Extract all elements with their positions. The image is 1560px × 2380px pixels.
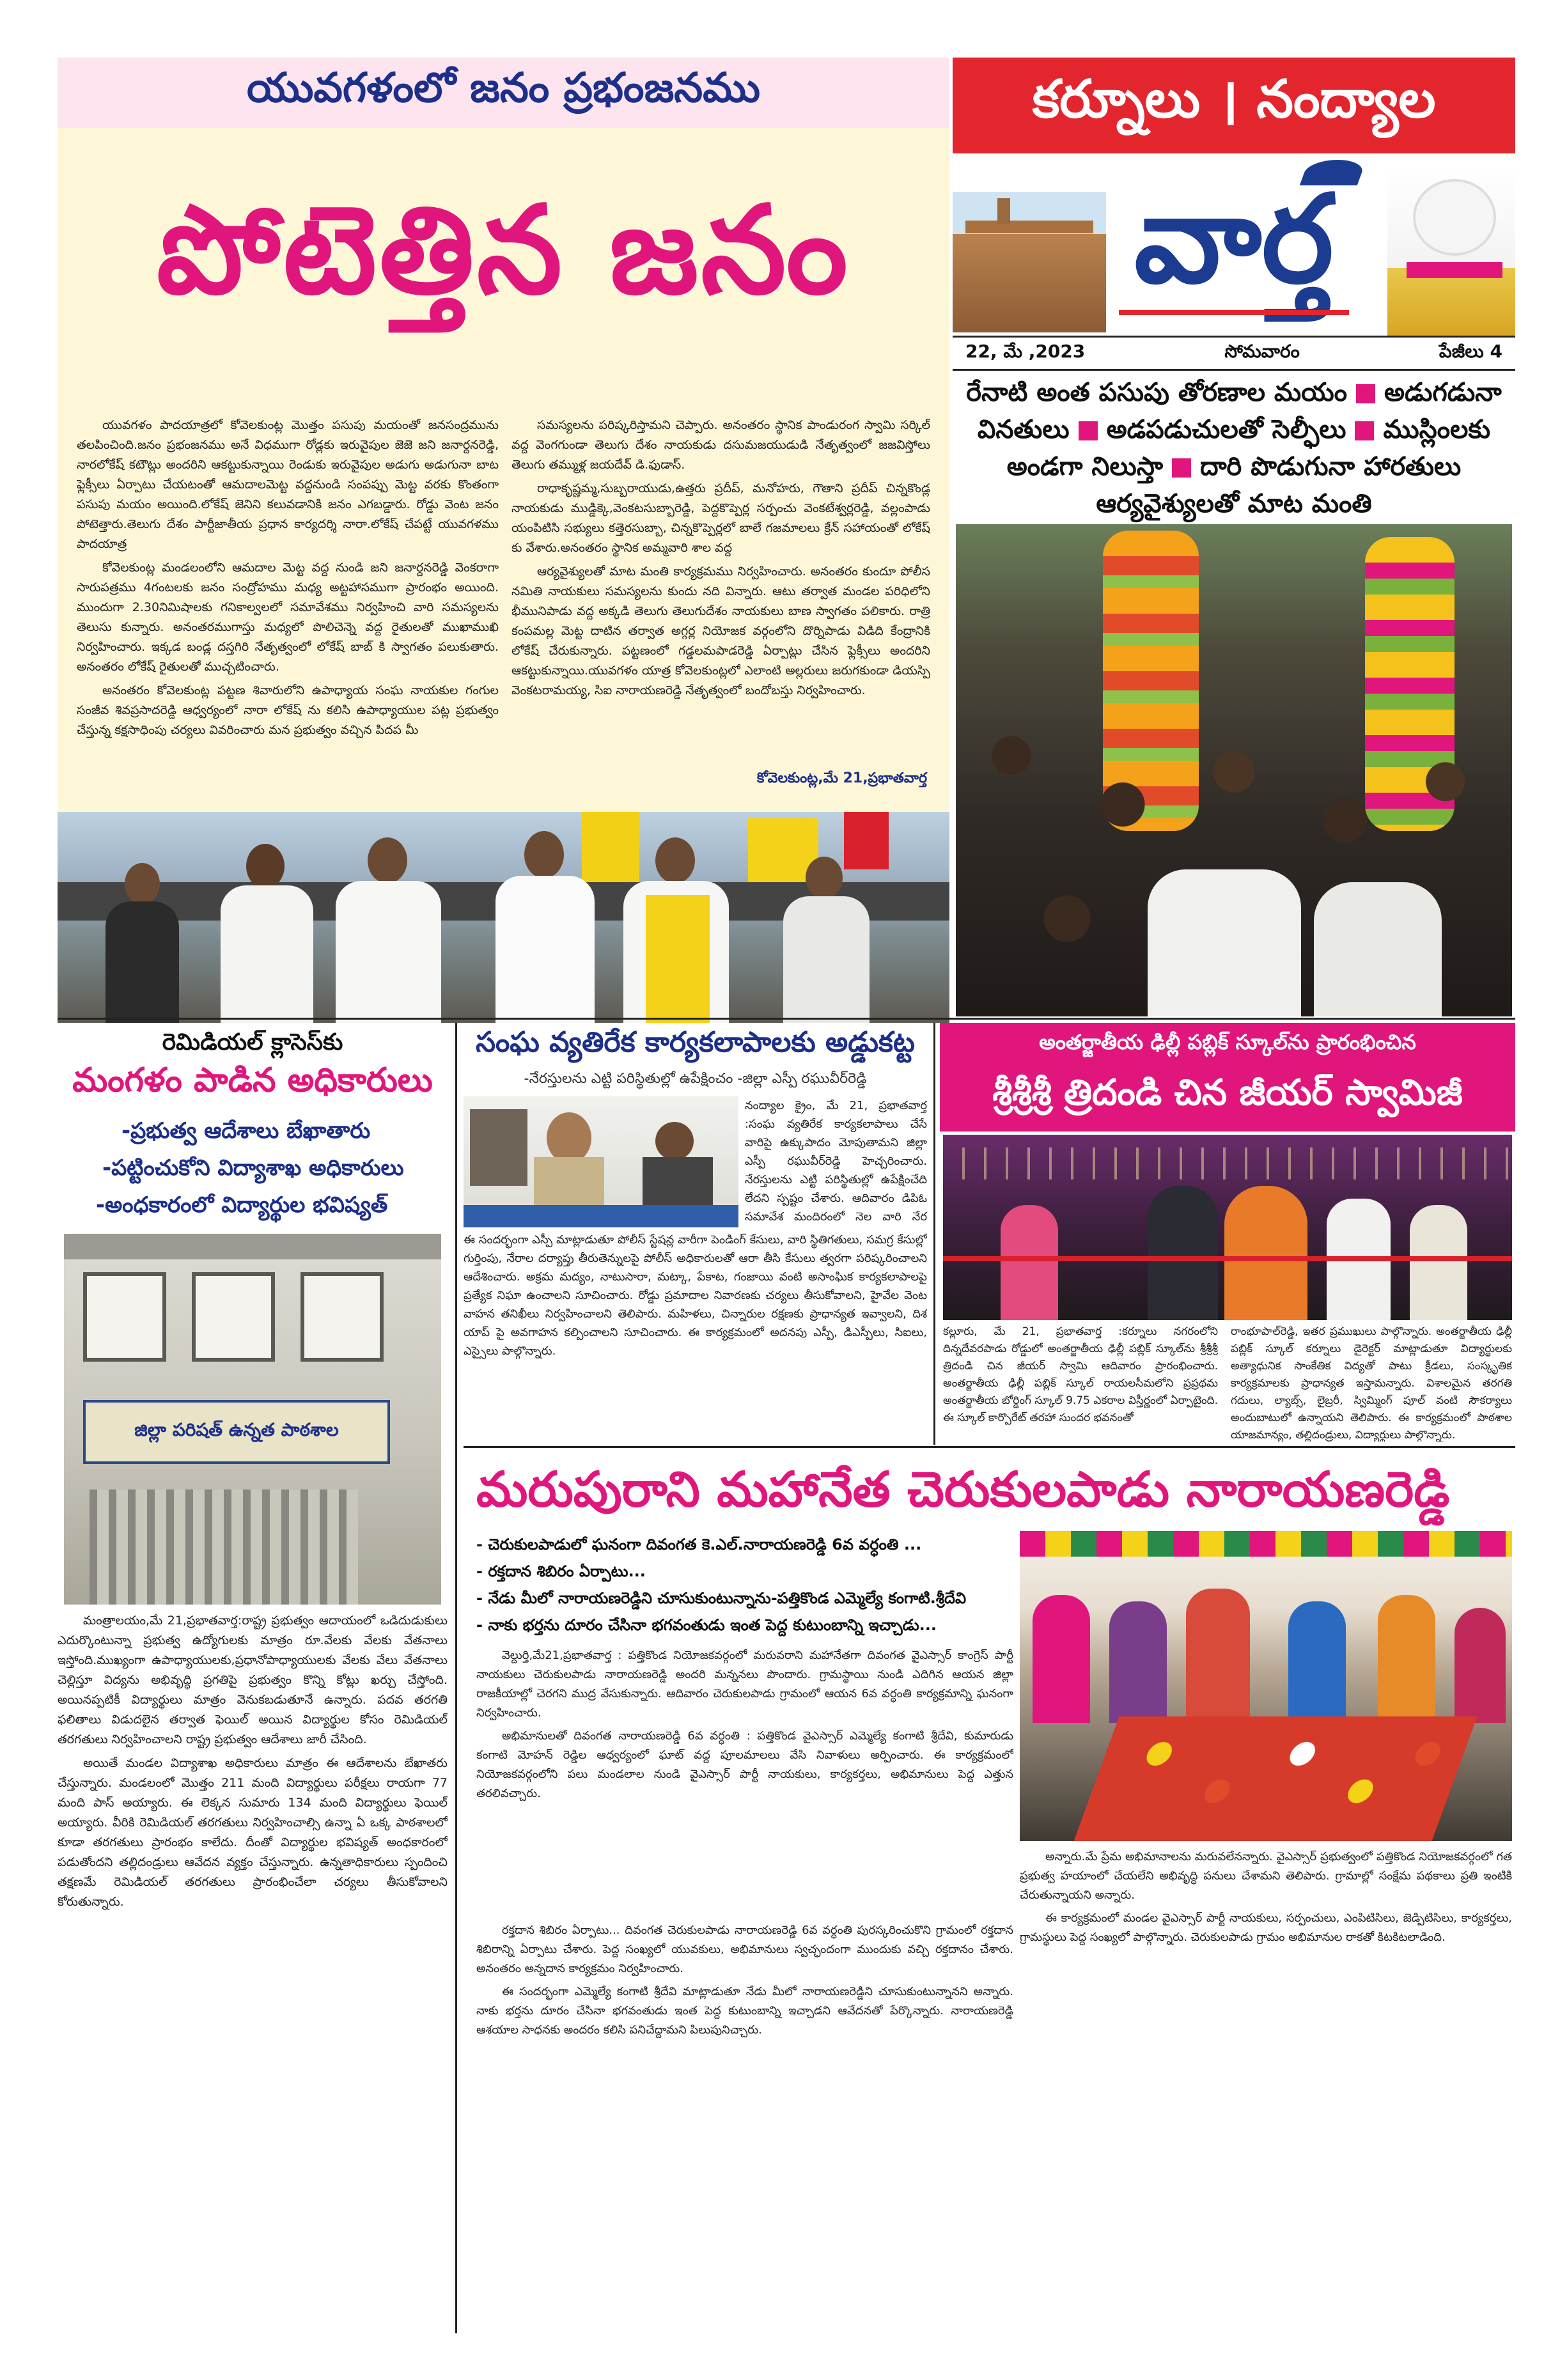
lead-headline: పోటెత్తిన జనం (157, 180, 850, 321)
red-ribbon (943, 1256, 1512, 1261)
police-para: నంద్యాల క్రైం, మే 21, ప్రభాతవార్త :సంఘ వ్యతిరేక కార్యకలాపాలు చేసే వారిపై ఉక్కుపాదం మోపుతామని జిల్లా ఎస్పీ రఘువీర్‌రెడ్డి హెచ్చరించారు. నేరస్తులను ఎట్టి పరిస్థితుల్లో ఉపేక్షించేది లేదని స్పష్టం చేశారు. ఆదివారం డిపిఓ సమావేశ మందిరంలో నెల వారి నేర (745, 1099, 927, 1224)
memorial-para: వెల్దుర్తి,మే21,ప్రభాతవార్త : పత్తికొండ నియోజకవర్గంలో మరువరాని మహానేతగా దివంగత వైఎస్సార్ కాంగ్రెస్ పార్టీ నాయకులు చెరుకులపాడు నారాయణరెడ్డి అందరి మన్ననలు పొందారు. గ్రామస్థాయి నుండి ఎదిగిన ఆయన జిల్లా రాజకీయాల్లో చెరగని ముద్ర వేసుకున్నారు. ఆదివారం చెరుకులపాడు గ్రామంలో ఆయన 6వ వర్ధంతి కార్యక్రమాన్ని ఘనంగా నిర్వహించారు. (476, 1649, 1013, 1720)
remedial-bullet: -ప్రభుత్వ ఆదేశాలు బేఖాతారు (121, 1118, 371, 1144)
lead-col2-para: సమస్యలను పరిష్కరిస్తామని చెప్పారు. అనంతరం స్థానిక పాండురంగ స్వామి సర్కిల్ వద్ద వెంగగుండా తెలుగు దేశం నాయకుడు దసుమజయుడుడి నేతృత్వంలో జజవిస్తోలు తెలుగు తమ్ముళ్ల జయదేవ్ డి.ఫుడాస్. (511, 418, 930, 472)
memorial-bullet: - చెరుకులపాడులో ఘనంగా దివంగత కె.ఎల్.నారాయణరెడ్డి 6వ వర్ధంతి ... (476, 1536, 922, 1553)
police-meeting-photo (464, 1096, 738, 1227)
memorial-para: రక్తదాన శిబిరం ఏర్పాటు... దివంగత చెరుకులపాడు నారాయణరెడ్డి 6వ వర్ధంతి పురస్కరించుకొని గ్రామంలో రక్తదాన శిబిరాన్ని ఏర్పాటు చేశారు. పెద్ద సంఖ్యలో యువకులు, అభిమానులు స్వచ్ఛందంగా ముందుకు వచ్చి రక్తదానం చేశారు. అనంతరం అన్నదాన కార్యక్రమం నిర్వహించారు. (476, 1924, 1013, 1975)
column-divider (933, 1023, 935, 1445)
remedial-bullet: -అంధకారంలో విద్యార్థుల భవిష్యత్ (96, 1192, 388, 1218)
person (780, 857, 870, 1023)
police-story (464, 1026, 927, 1442)
section-divider (58, 1018, 1515, 1020)
memorial-body-full (476, 1646, 1013, 1918)
memorial-para: ఈ సందర్భంగా ఎమ్మెల్యే కంగాటి శ్రీదేవి మాట్లాడుతూ నేడు మీలో నారాయణరెడ్డిని చూసుకుంటున్నానని అన్నారు. నాకు భర్తను దూరం చేసినా భగవంతుడు ఇంత పెద్ద కుటుంబాన్ని ఇచ్చాడని ఆవేదనతో పేర్కొన్నారు. నారాయణరెడ్డి ఆశయాల సాధనకు అందరం కలిసి పనిచేద్దామని పిలుపునిచ్చారు. (476, 1985, 1013, 2037)
memorial-body-left (476, 1921, 1013, 2330)
lead-headline-band (58, 128, 949, 403)
school-headline: శ్రీశ్రీశ్రీ త్రిదండి చిన జీయర్ స్వామిజీ (940, 1061, 1515, 1132)
issue-page: పేజీలు 4 (1439, 340, 1502, 362)
issue-day: సోమవారం (1224, 340, 1300, 362)
remedial-bullets (96, 1112, 448, 1234)
memorial-para: ఈ కార్యక్రమంలో మండల వైఎస్సార్ పార్టీ నాయకులు, సర్పంచులు, ఎంపిటిసిలు, జెడ్పిటిసిలు, కార్యకర్తలు, గ్రామస్థులు పెద్ద సంఖ్యలో పాల్గొన్నారు. చెరుకులపాడు గ్రామం అభిమానుల రాకతో కిటకిటలాడింది. (1020, 1911, 1512, 1944)
sidebar-line: వినతులు అడపడుచులతో సెల్ఫీలు ముస్లింలకు (977, 415, 1491, 444)
school-sign-board (83, 1400, 390, 1464)
person (332, 837, 441, 1023)
remedial-para: మంత్రాలయం,మే 21,ప్రభాతవార్త:రాష్ట్ర ప్రభుత్వం ఆదాయంలో ఒడిదుడుకులు ఎదుర్కొంటున్నా ప్రభుత్వ ఉద్యోగులకు మాత్రం రూ.వేలకు వేలకు వేతనాలు ఇస్తోంది.ముఖ్యంగా ఉపాధ్యాయులకు,ప్రధానోపాధ్యాయులకు వేలకు వేలు వేతనాలు చెల్లిస్తూ విద్యను అభివృద్ధి ప్రగతిపై ప్రభుత్వం కొన్ని కోట్లు ఖర్చు చేస్తోంది. అయినప్పటికీ విద్యార్థులు మాత్రం వెనుకబడుతూనే ఉన్నారు. పదవ తరగతి ఫలితాలు విడుదలైన తర్వాత ఫెయిల్ అయిన విద్యార్థుల కోసం రెమిడియల్ తరగతులు నిర్వహించాలని రాష్ట్ర ప్రభుత్వం ఆదేశాలు జారీ చేసింది. (58, 1614, 448, 1746)
memorial-bullets (476, 1531, 1013, 1643)
masthead-logo: వార్త (1134, 169, 1334, 310)
school-building-photo (64, 1234, 441, 1605)
remedial-kicker: రెమిడియల్ క్లాసెస్‌కు (162, 1029, 343, 1055)
school-kicker: అంతర్జాతీయ ఢిల్లీ పబ్లిక్ స్కూల్‌ను ప్రారంభించిన (940, 1023, 1515, 1061)
person (217, 844, 313, 1023)
police-body-2 (464, 1231, 927, 1438)
fort-image (953, 192, 1106, 332)
memorial-bullet: - నేడు మీలో నారాయణరెడ్డిని చూసుకుంటున్నాను-పత్తికొండ ఎమ్మెల్యే కంగాటి.శ్రీదేవి (476, 1589, 967, 1607)
remedial-story (58, 1023, 448, 2333)
lead-col1-para: యువగళం పాదయాత్రలో కోవెలకుంట్ల మొత్తం పసుపు మయంతో జనసంద్రమును తలపించింది.జనం ప్రభంజనము అనే విధముగా రోడ్లకు ఇరువైపుల జెజె జని జనార్దనరెడ్డి, నారలోకేష్ కటౌట్లు అందరిని ఆకట్టుకున్నాయి రెండుకు ఇరువైపుల అడుగు అడుగునా బాట ఫ్లెక్సీలు ఏర్పాటు చేయటంతో ఆమదాలమెట్ట వద్దనుండి సంపప్పు మెట్ట వరకు కొంతంగా పసుపు మయం అయింది.లోకేష్ జెనిని కలువడానికి జనం ఎగబడ్డారు. రోడ్డు వెంట జనం పోటెత్తారు.తెలుగు దేశం పార్టీజాతీయ ప్రధాన కార్యదర్శి నారా.లోకేష్ చేపట్టే యువగళము పాదయాత్ర (77, 418, 499, 551)
white-shirt (1148, 869, 1301, 1016)
school-body-left (943, 1323, 1218, 1442)
memorial-bullet: - రక్తదాన శిబిరం ఏర్పాటు... (476, 1562, 646, 1580)
masthead-logo-area (953, 153, 1515, 336)
lead-dateline: కోవెలకుంట్ల,మే 21,ప్రభాతవార్త (756, 770, 927, 786)
memorial-para: అన్నారు.మే ప్రేమ అభిమానాలను మరువలేనన్నారు. వైఎస్సార్ ప్రభుత్వంలో పత్తికొండ నియోజకవర్గంలో గత ప్రభుత్వ హయాంలో చేయలేని అభివృద్ధి పనులు చేశామని తెలిపారు. గ్రామాల్లో సంక్షేమ పథకాలు ప్రతి ఇంటికి చేరుతున్నాయని అన్నారు. (1020, 1850, 1512, 1902)
remedial-para: అయితే మండల విద్యాశాఖ అధికారులు మాత్రం ఈ ఆదేశాలను బేఖాతరు చేస్తున్నారు. మండలంలో మొత్తం 211 మంది విద్యార్థులు పరీక్షలు రాయగా 77 మంది పాస్ అయ్యారు. ఈ లెక్కన సుమారు 134 మంది విద్యార్థులు ఫెయిల్ అయ్యారు. వీరికి రెమిడియల్ తరగతులు నిర్వహించాల్సి ఉన్నా ఏ ఒక్క పాఠశాలలో కూడా తరగతులు ప్రారంభం కాలేదు. దీంతో విద్యార్థుల భవిష్యత్ అంధకారంలో పడుతోందని తల్లిదండ్రులు ఆవేదన వ్యక్తం చేస్తున్నారు. ఉన్నతాధికారులు స్పందించి తక్షణమే రెమిడియల్ తరగతులు ప్రారంభించేలా చర్యలు తీసుకోవాలని కోరుతున్నారు. (58, 1756, 448, 1909)
school-sign-text: జిల్లా పరిషత్ ఉన్నత పాఠశాల (134, 1419, 339, 1440)
person (492, 831, 595, 1023)
bullet-square-icon (1172, 458, 1191, 478)
memorial-para: అభిమానులతో దివంగత నారాయణరెడ్డి 6వ వర్ధంతి : పత్తికొండ వైఎస్సార్ ఎమ్మెల్యే కంగాటి శ్రీదేవి, కుమారుడు కంగాటి మోహన్ రెడ్డిల ఆధ్వర్యంలో ఘాట్ వద్ద పూలమాలలు వేసి నివాళులు అర్పించారు. ఈ కార్యక్రమంలో నియోజకవర్గంలోని పలు మండలాల నుండి వైఎస్సార్ పార్టీ నాయకులు, కార్యకర్తలు, అభిమానులు పెద్ద ఎత్తున తరలివచ్చారు. (476, 1729, 1013, 1800)
logo-underline (1119, 310, 1349, 315)
dateline-bar (953, 336, 1515, 371)
police-headline: సంఘ వ్యతిరేక కార్యకలాపాలకు అడ్డుకట్ట (476, 1026, 915, 1059)
memorial-flower-photo (1020, 1531, 1512, 1841)
masthead-region: కర్నూలు । నంద్యాల (1032, 68, 1436, 130)
remedial-headline: మంగళం పాడిన అధికారులు (72, 1061, 433, 1100)
masthead-banner (953, 58, 1515, 153)
bullet-square-icon (1079, 421, 1098, 440)
memorial-headline: మరుపురాని మహానేత చెరుకులపాడు నారాయణరెడ్డి (476, 1461, 1450, 1518)
school-body-right (1231, 1323, 1512, 1442)
lead-col2-para: ఆర్యవైశ్యులతో మాట మంతి కార్యక్రమము నిర్వహించారు. అనంతరం కుందూ పోలీస నమితి నాయకులు సమస్యలను కుందు నది విన్నారు. ఆటు తర్వాత మండల పరిధిలోని భీమునిపాడు వద్ద అక్కడి తెలుగు తెలుగుదేశం నాయకులు బాణ స్వాగతం పలికారు. రాత్రి కంపమల్ల మెట్ట దాటిన తర్వాత అగ్గర్ల నియోజక వర్గంలోని దొర్నిపాడు విడిది కేంద్రానికి లోకేష్ చేరుకున్నారు. పట్టణంలో గడ్డలమపాడరెడ్డి ఏర్పాట్లు చేసిన ఫ్లెక్సీలు అందరిని ఆకట్టుకున్నాయి.యువగళం యాత్ర కోవెలకుంట్లలో ఎలాంటి అల్లరులు జరుగకుండా డియస్పి వెంకటరామయ్య, సిఐ నారాయణరెడ్డి నేతృత్వంలో బందోబస్తు నిర్వహించారు. (511, 564, 930, 697)
remedial-bullet: -పట్టించుకోని విద్యాశాఖ అధికారులు (102, 1155, 404, 1181)
police-body (745, 1096, 927, 1227)
column-divider (455, 1023, 457, 2333)
memorial-bullet: - నాకు భర్తను దూరం చేసినా భగవంతుడు ఇంత పెద్ద కుటుంబాన్ని ఇచ్చాడు... (476, 1616, 937, 1634)
school-para: కల్లూరు, మే 21, ప్రభాతవార్త :కర్నూలు నగరంలోని దిన్నదేవరపాడు రోడ్డులో అంతర్జాతీయ ఢిల్లీ పబ్లిక్ స్కూల్‌ను శ్రీశ్రీశ్రీ త్రిదండి చిన జీయర్ స్వామి ఆదివారం ప్రారంభించారు. అంతర్జాతీయ ఢిల్లీ పబ్లిక్ స్కూల్ రాయలసీమలోని ప్రప్రథమ అంతర్జాతీయ బోర్డింగ్ స్కూల్ 9.75 ఎకరాల విస్తీర్ణంలో ఏర్పాటైంది. ఈ స్కూల్ కార్పొరేట్ తరహా సుందర భవనంతో (943, 1325, 1218, 1424)
sidebar-line: ఆర్యవైశ్యులతో మాట మంతి (1096, 489, 1372, 518)
bullet-square-icon (1356, 384, 1375, 403)
issue-date: 22, మే ,2023 (965, 340, 1086, 362)
lead-col-1 (77, 416, 499, 805)
police-subhead: -నేరస్తులను ఎట్టి పరిస్థితుల్లో ఉపేక్షించం -జిల్లా ఎస్పీ రఘువీర్‌రెడ్డి (524, 1071, 867, 1087)
remedial-body (58, 1611, 448, 2327)
white-shirt (1314, 882, 1442, 1016)
ribbon-cutting-photo (943, 1135, 1512, 1320)
person (102, 863, 179, 1023)
nandi-statue-image (1387, 166, 1515, 336)
memorial-body-right (1020, 1847, 1512, 2330)
lead-col-2 (511, 416, 930, 754)
sidebar-line: అండగా నిలుస్తా దారి పొడుగునా హారతులు (1006, 452, 1462, 481)
lead-text-block (58, 403, 949, 812)
school-story (940, 1023, 1515, 1442)
lead-col2-para: రాధాకృష్ణమ్మ,సుబ్బరాయుడు,ఉత్తరు ప్రదీప్, మనోహరు, గౌతాని ప్రదీప్ చిన్నకొండ్ల నాయకుడు ముడ్డిక్కె,వెంకటసుబ్బారెడ్డి, పెద్దకొప్పెర్ల సర్పంచు వెంకటేశ్వర్లరెడ్డి, వల్లంపాడు యంపిటిసి సభ్యులు కత్తెరసుబ్బా, చిన్నకొప్పెర్లలో బాలే గజమాలలు క్రేన్ సహాయంతో లోకేష్ కు వేశారు.అనంతరం స్థానిక అమ్మవారి శాల వద్ద (511, 481, 930, 555)
memorial-story (464, 1451, 1515, 2333)
sidebar-headlines (953, 374, 1515, 524)
bullet-square-icon (1355, 421, 1374, 440)
lead-kicker: యువగళంలో జనం ప్రభంజనము (246, 64, 761, 112)
lead-col1-para: అనంతరం కోవెలకుంట్ల పట్టణ శివారులోని ఉపాధ్యాయ సంఘ నాయకుల గంగుల సంజీవ శివప్రసాదరెడ్డి ఆధ్వర్యంలో నారా లోకేష్ ను కలిసి ఉపాధ్యాయుల పట్ల ప్రభుత్వం చేస్తున్న కక్షసాధింపు చర్యలు వివరించారు మన ప్రభుత్వం వచ్చిన పిదప మీ (77, 683, 499, 737)
school-para: రాంభూపాల్‌రెడ్డి, ఇతర ప్రముఖులు పాల్గొన్నారు. అంతర్జాతీయ ఢిల్లీ పబ్లిక్ స్కూల్ కర్నూలు డైరెక్టర్ మాట్లాడుతూ విద్యార్థులకు అత్యాధునిక సాంకేతిక విద్యతో పాటు క్రీడలు, సంస్కృతిక కార్యక్రమాలకు ప్రాధాన్యత ఇస్తామన్నారు. విశాలమైన తరగతి గదులు, ల్యాబ్స్, లైబ్రరీ, స్విమ్మింగ్ పూల్ వంటి సౌకర్యాలు అందుబాటులో ఉన్నాయని తెలిపారు. ఈ కార్యక్రమంలో పాఠశాల యాజమాన్యం, తల్లిదండ్రులు, విద్యార్థులు పాల్గొన్నారు. (1231, 1325, 1512, 1442)
lead-story (58, 58, 949, 1016)
lead-col1-para: కోవెలకుంట్ల మండలంలోని ఆమదాల మెట్ట వద్ద నుండి జని జనార్దనరెడ్డి వెంకరాగా సారుపత్రము 4గంటలకు జనం సంద్రోహము మధ్య అట్టహాసముగా ప్రారంభం అయింది. ముందుగా 2.30నిమిషాలకు గనికాల్వలలో సమావేశము నిర్వహించి వారి సమస్యలను తెలుసు కున్నారు. అనంతరముగాస్తు మధ్యలో పొలిచెన్నె వద్ద రైతులతో ముఖాముఖి నిర్వహించారు. ఇక్కడ బండ్ల దస్తగిరి నేతృత్వంలో లోకేష్ బాబ్ కి స్వాగతం పలుకుతారు. అనంతరం లోకేష్ రైతులతో ముచ్చటించారు. (77, 561, 499, 674)
police-para: ఈ సందర్భంగా ఎస్పీ మాట్లాడుతూ పోలీస్ స్టేషన్ల వారీగా పెండింగ్ కేసులు, వారి స్థితిగతులు, సమగ్ర కేసుల్లో గుర్తింపు, నేరాల దర్యాప్తు తీరుతెన్నులపై పోలీస్ అధికారులతో ఆరా తీసి కేసులు త్వరగా పరిష్కరించాలని ఆదేశించారు. అక్రమ మద్యం, నాటుసారా, మట్కా, పేకాట, గంజాయి వంటి అసాంఘిక కార్యకలాపాలపై ప్రత్యేక నిఘా ఉంచాలని సూచించారు. రోడ్డు ప్రమాదాల నివారణకు చర్యలు తీసుకోవాలని, హైవేల వెంట వాహన తనిఖీలు నిర్వహించాలని తెలిపారు. మహిళలు, చిన్నారుల రక్షణకు ప్రాధాన్యత ఇవ్వాలని, దిశ యాప్ పై అవగాహన కల్పించాలని సూచించారు. ఈ కార్యక్రమంలో అదనపు ఎస్పీ, డిఎస్పీలు, సిఐలు, ఎస్సైలు పాల్గొన్నారు. (464, 1233, 927, 1358)
section-divider (464, 1446, 1515, 1448)
person (620, 837, 729, 1023)
sidebar-line: రేనాటి అంత పసుపు తోరణాల మయం అడుగడునా (966, 378, 1502, 407)
sidebar-photo-crowd (956, 524, 1512, 1016)
lead-kicker-band (58, 58, 949, 128)
lead-photo-rally (58, 812, 949, 1023)
flower-carpet (1074, 1716, 1478, 1841)
